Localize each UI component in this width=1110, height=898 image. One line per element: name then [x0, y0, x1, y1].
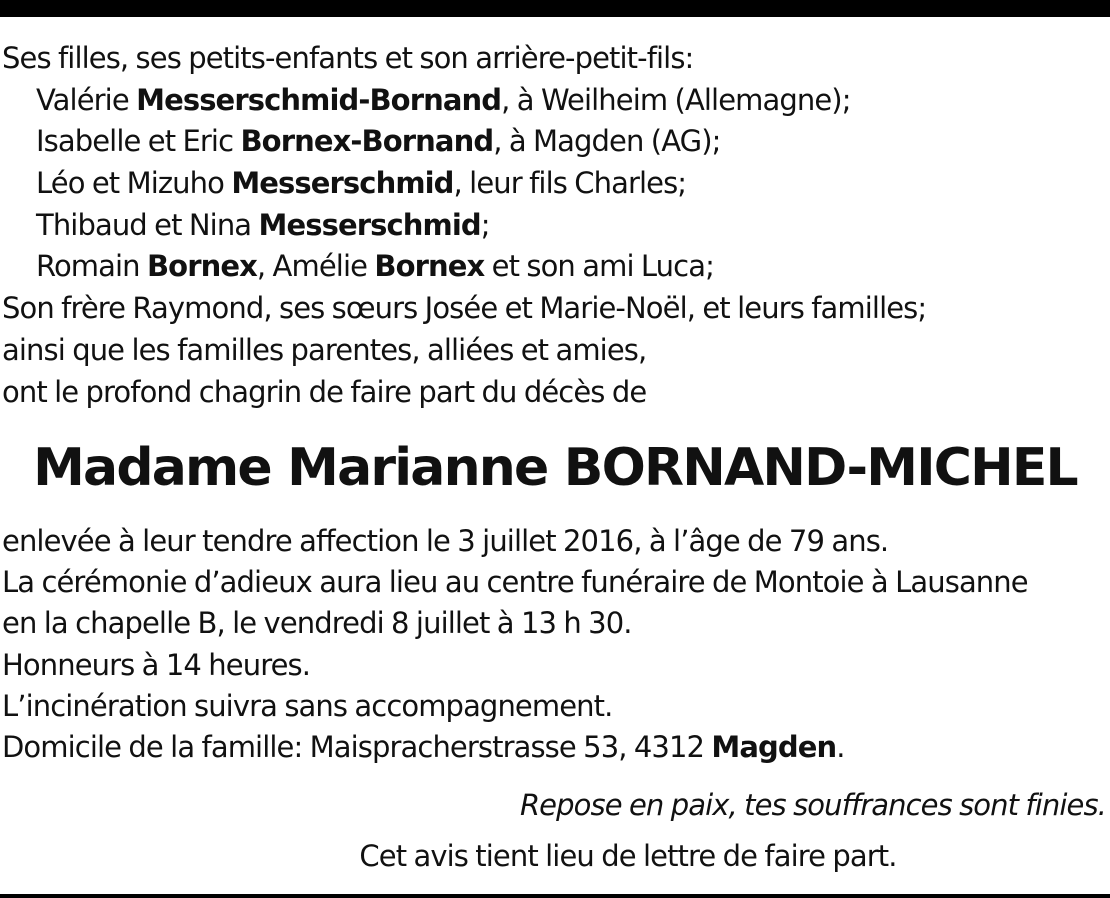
ceremony-details — [2, 521, 1108, 768]
family-member-line — [2, 121, 1108, 163]
details-line: L’incinération suivra sans accompagnement. — [2, 688, 613, 723]
details-line: Honneurs à 14 heures. — [2, 647, 311, 682]
relatives-line: ainsi que les familles parentes, alliées et amies, — [2, 332, 647, 367]
family-member-line — [2, 246, 1108, 288]
details-line: enlevée à leur tendre affection le 3 juillet 2016, à l’âge de 79 ans. — [2, 524, 889, 558]
domicile-address: Domicile de la famille: Maispracherstrasse 53, 4312 — [2, 729, 712, 764]
family-member-surname: Messerschmid — [258, 207, 481, 242]
family-member-prefix: Thibaud et Nina — [36, 207, 259, 242]
announce-line: ont le profond chagrin de faire part du décès de — [2, 374, 647, 409]
domicile-town: Magden — [711, 729, 837, 764]
closing-note: Cet avis tient lieu de lettre de faire part. — [359, 839, 897, 873]
family-member-line — [2, 163, 1108, 205]
bottom-border — [0, 894, 1110, 898]
family-member-line — [2, 80, 1108, 122]
deceased-name-heading: Madame Marianne BORNAND-MICHEL — [33, 438, 1077, 498]
details-line: La cérémonie d’adieux aura lieu au centre funéraire de Montoie à Lausanne — [2, 565, 1028, 600]
family-member-surname: Messerschmid — [231, 166, 454, 201]
family-member-suffix: et son ami Luca; — [484, 249, 714, 284]
family-member-middle: , Amélie — [256, 249, 375, 284]
closing-quote: Repose en paix, tes souffrances sont finies. — [519, 788, 1106, 822]
family-member-surname: Messerschmid-Bornand — [136, 82, 502, 117]
family-member-surname: Bornex — [146, 249, 257, 284]
family-member-surname: Bornex-Bornand — [240, 124, 494, 159]
domicile-line — [2, 727, 1108, 768]
family-announcement — [2, 38, 1108, 413]
family-member-prefix: Romain — [36, 249, 147, 284]
details-line: en la chapelle B, le vendredi 8 juillet à 13 h 30. — [2, 606, 632, 641]
family-member-suffix: , à Weilheim (Allemagne); — [501, 82, 851, 117]
family-member-surname: Bornex — [374, 249, 485, 284]
family-intro: Ses filles, ses petits-enfants et son arrière-petit-fils: — [2, 41, 694, 75]
family-member-line — [2, 205, 1108, 247]
family-member-suffix: ; — [480, 207, 490, 242]
top-border — [0, 0, 1110, 17]
siblings-line: Son frère Raymond, ses sœurs Josée et Marie-Noël, et leurs familles; — [2, 291, 927, 326]
domicile-end: . — [836, 729, 845, 764]
family-member-suffix: , à Magden (AG); — [493, 124, 721, 159]
family-member-prefix: Valérie — [36, 82, 137, 117]
family-member-prefix: Léo et Mizuho — [36, 166, 232, 201]
family-member-prefix: Isabelle et Eric — [36, 124, 241, 159]
family-member-suffix: , leur fils Charles; — [453, 166, 687, 201]
